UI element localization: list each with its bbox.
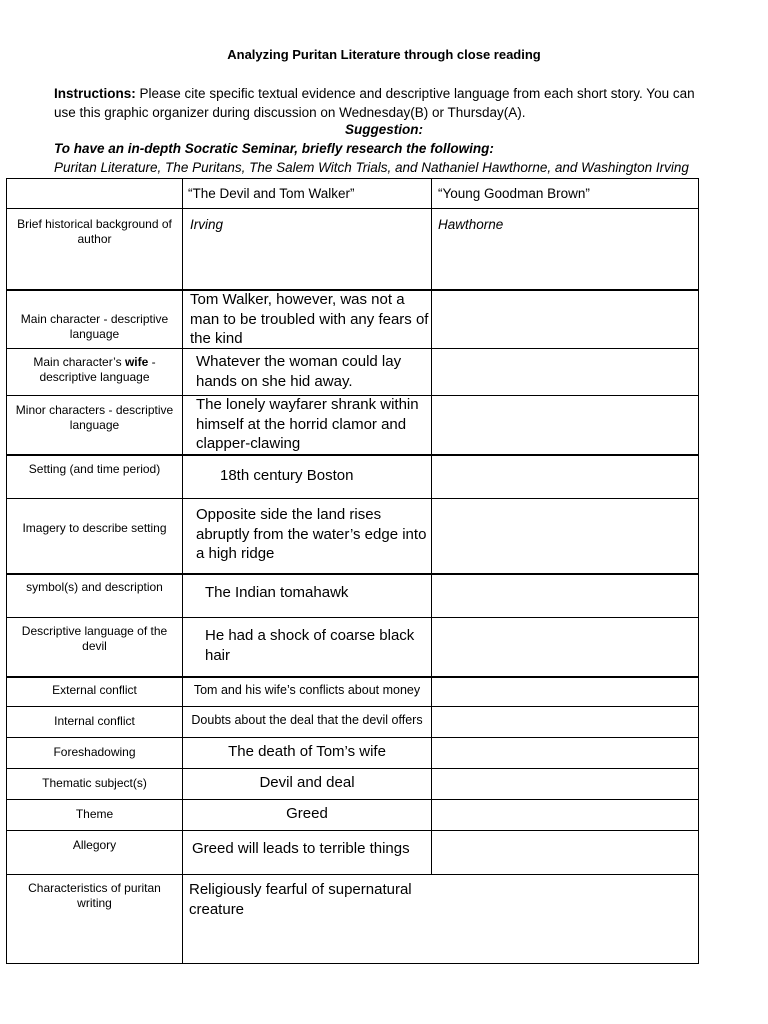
cell-answer: The Indian tomahawk [205,584,349,601]
research-prompt: To have an in-depth Socratic Seminar, briefly research the following: [54,141,494,156]
row-label: Main character’s wife - descriptive language [33,355,156,384]
row-label: Internal conflict [54,714,135,728]
cell-answer: The death of Tom’s wife [228,743,386,760]
row-label: Minor characters - descriptive language [15,403,174,432]
instructions-line1: Please cite specific textual evidence and descriptive language from each short story. You can [139,86,695,101]
row-label: Thematic subject(s) [42,776,147,790]
cell-answer: Religiously fearful of supernatural creature [189,881,412,918]
row-label: Setting (and time period) [28,462,161,476]
cell-answer: 18th century Boston [220,467,354,484]
cell-answer: Opposite side the land rises abruptly from the water’s edge into a high ridge [196,506,427,562]
header-young-goodman-brown: “Young Goodman Brown” [438,186,590,201]
cell-answer: Greed [286,805,328,822]
instructions [54,84,724,122]
row-label: Characteristics of puritan writing [28,881,161,910]
header-devil-and-tom-walker: “The Devil and Tom Walker” [188,186,355,201]
graphic-organizer-table [6,178,699,964]
instructions-line2: use this graphic organizer during discussion on Wednesday(B) or Thursday(A). [54,105,526,120]
cell-answer: The lonely wayfarer shrank within himself at the horrid clamor and clapper-clawing [196,396,419,452]
row-label: Main character - descriptive language [20,312,169,341]
cell-answer: Hawthorne [438,217,504,232]
instructions-label: Instructions: [54,86,136,101]
cell-answer: Tom Walker, however, was not a man to be troubled with any fears of the kind [190,291,429,347]
cell-answer: He had a shock of coarse black hair [205,627,415,664]
cell-answer: Whatever the woman could lay hands on she hid away. [196,353,402,390]
research-topics: Puritan Literature, The Puritans, The Salem Witch Trials, and Nathaniel Hawthorne, and Washington Irving [54,160,689,175]
cell-answer: Greed will leads to terrible things [192,840,410,857]
cell-answer: Doubts about the deal that the devil offers [191,713,423,727]
row-label: External conflict [52,683,137,697]
row-label: Descriptive language of the devil [21,624,168,653]
row-label: Brief historical background of author [17,217,172,246]
cell-answer: Devil and deal [259,774,355,791]
row-label: symbol(s) and description [26,580,163,594]
page-title: Analyzing Puritan Literature through close reading [227,47,541,62]
row-label: Imagery to describe setting [22,521,167,535]
row-label: Foreshadowing [53,745,136,759]
cell-answer: Irving [190,217,224,232]
suggestion-heading: Suggestion: [345,122,423,137]
cell-answer: Tom and his wife’s conflicts about money [193,683,421,697]
row-label: Allegory [72,838,117,852]
row-label: Theme [75,807,114,821]
